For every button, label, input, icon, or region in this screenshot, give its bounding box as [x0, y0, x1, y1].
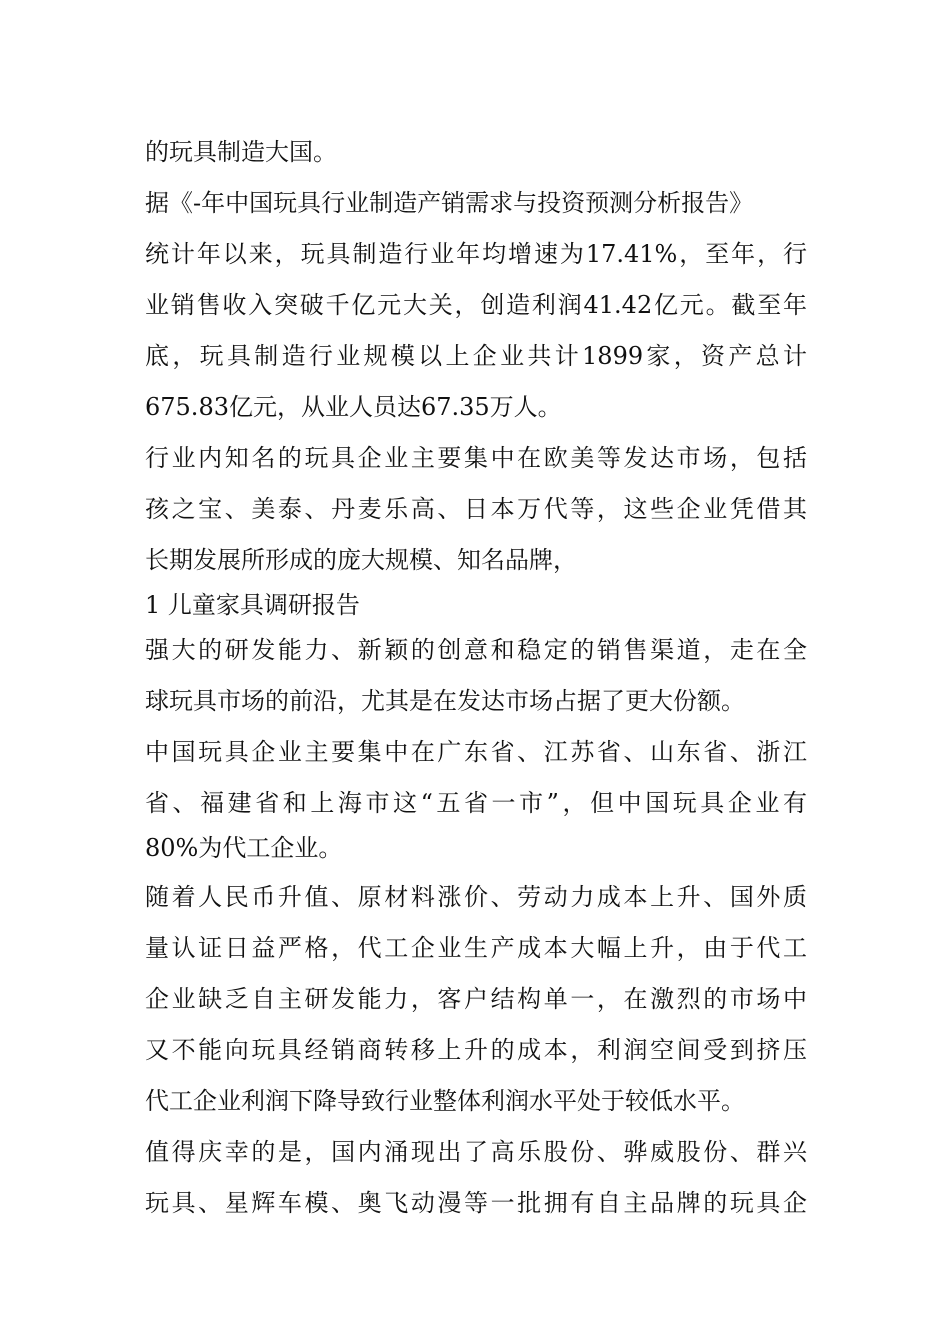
text-line: 底，玩具制造行业规模以上企业共计1899家，资产总计	[145, 342, 807, 370]
text-line: 行业内知名的玩具企业主要集中在欧美等发达市场，包括	[145, 444, 807, 472]
text-line: 值得庆幸的是，国内涌现出了高乐股份、骅威股份、群兴	[145, 1138, 807, 1166]
section-heading: 1 儿童家具调研报告	[145, 591, 360, 619]
text-line: 统计年以来，玩具制造行业年均增速为17.41%，至年，行	[145, 240, 807, 268]
text-line: 省、福建省和上海市这“五省一市”，但中国玩具企业有	[145, 789, 807, 817]
text-line: 球玩具市场的前沿，尤其是在发达市场占据了更大份额。	[145, 687, 745, 715]
text-line: 又不能向玩具经销商转移上升的成本，利润空间受到挤压	[145, 1036, 807, 1064]
text-line: 80%为代工企业。	[145, 834, 343, 862]
text-line: 代工企业利润下降导致行业整体利润水平处于较低水平。	[145, 1087, 745, 1115]
text-line: 675.83亿元，从业人员达67.35万人。	[145, 393, 562, 421]
text-line: 业销售收入突破千亿元大关，创造利润41.42亿元。截至年	[145, 291, 807, 319]
text-line: 企业缺乏自主研发能力，客户结构单一，在激烈的市场中	[145, 985, 807, 1013]
text-line: 强大的研发能力、新颖的创意和稳定的销售渠道，走在全	[145, 636, 807, 664]
text-line: 长期发展所形成的庞大规模、知名品牌，	[145, 546, 577, 574]
text-line: 玩具、星辉车模、奥飞动漫等一批拥有自主品牌的玩具企	[145, 1189, 807, 1217]
text-line: 的玩具制造大国。	[145, 138, 337, 166]
text-line: 孩之宝、美泰、丹麦乐高、日本万代等，这些企业凭借其	[145, 495, 807, 523]
text-line: 量认证日益严格，代工企业生产成本大幅上升，由于代工	[145, 934, 807, 962]
text-line: 据《-年中国玩具行业制造产销需求与投资预测分析报告》	[145, 189, 754, 217]
text-line: 随着人民币升值、原材料涨价、劳动力成本上升、国外质	[145, 883, 807, 911]
text-line: 中国玩具企业主要集中在广东省、江苏省、山东省、浙江	[145, 738, 807, 766]
